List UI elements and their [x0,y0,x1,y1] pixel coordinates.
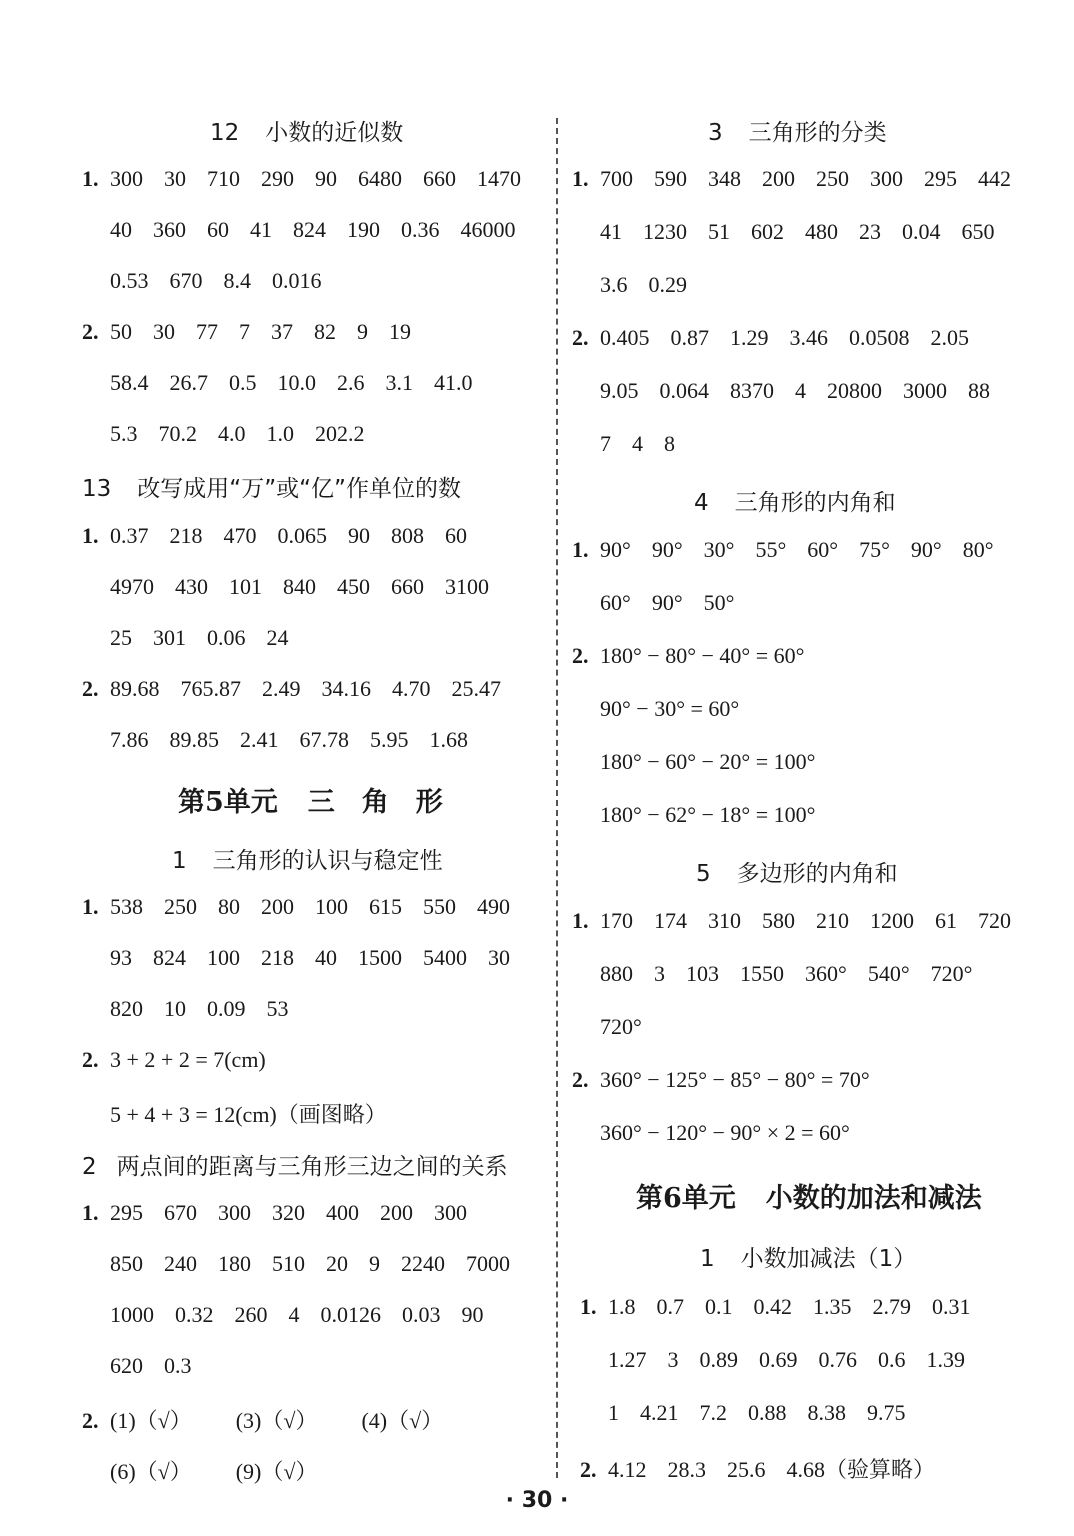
answer-value: 7000 [466,1251,510,1276]
answer-value: 180 [218,1251,251,1276]
answer-value: 200 [261,894,294,919]
answer-value: 41 [600,219,622,244]
answer-value: 0.53 [110,268,149,293]
answer-value: 90° [600,537,631,562]
answer-value: 1500 [358,945,402,970]
answer-value: 4.0 [218,421,246,446]
answer-value: 3.46 [789,325,828,350]
answer-value: 250 [164,894,197,919]
answer-value: 0.7 [656,1294,684,1319]
answer-value: 0.04 [902,219,941,244]
question-number: 1. [572,537,589,562]
answer-value: 4.70 [392,676,431,701]
section-heading: 3 三角形的分类 [708,120,887,146]
answer-line [572,431,696,457]
answer-line [572,908,1032,934]
answer-value: 28.3 [667,1457,706,1482]
answer-line [572,166,1032,192]
answer-value: 24 [266,625,289,650]
answer-line: 2. 180° − 80° − 40° = 60° [572,643,805,668]
answer-value: 8 [664,431,675,456]
answer-line [82,1251,531,1277]
answer-value: 538 [110,894,143,919]
answer-value: 0.06 [207,625,246,650]
answer-value: 0.88 [748,1400,787,1425]
answer-value: 26.7 [169,370,208,395]
answer-value: 3 [667,1347,679,1372]
answer-value: 50 [110,319,132,344]
section-heading: 1 三角形的认识与稳定性 [172,848,443,874]
answer-line [82,574,510,600]
answer-value: 0.064 [659,378,709,403]
answer-value: 880 [600,961,633,986]
answer-value: 660 [423,166,456,191]
answer-value: 4.68（验算略） [786,1457,936,1482]
answer-value: 25.47 [451,676,501,701]
answer-value: 0.29 [648,272,687,297]
answer-value: 240 [164,1251,197,1276]
answer-value: 580 [762,908,795,933]
answer-value: 25 [110,625,132,650]
answer-value: 1200 [870,908,914,933]
answer-value: 70.2 [158,421,197,446]
answer-value: 720 [978,908,1011,933]
answer-value: 40 [315,945,337,970]
answer-value: 5400 [423,945,467,970]
answer-line [82,166,542,192]
answer-value: 620 [110,1353,143,1378]
answer-value: 8.38 [807,1400,846,1425]
answer-value: 9 [369,1251,380,1276]
answer-value: 30° [703,537,735,562]
answer-value: 0.09 [207,996,246,1021]
answer-value: (6)（√） [110,1459,192,1484]
answer-value: 295 [924,166,957,191]
answer-value: 3.1 [385,370,413,395]
answer-value: 7.2 [699,1400,727,1425]
answer-value: 50° [703,590,735,615]
question-number: 1. [82,1200,99,1225]
answer-value: 20 [326,1251,348,1276]
answer-value: 0.405 [600,325,650,350]
section-heading: 13 改写成用“万”或“亿”作单位的数 [82,476,461,502]
answer-value: 2240 [401,1251,445,1276]
answer-value: 46000 [460,217,516,242]
answer-value: (9)（√） [235,1459,318,1484]
answer-line [572,961,993,987]
answer-value: 450 [337,574,370,599]
answer-value: 310 [708,908,741,933]
answer-line [82,421,386,447]
answer-value: 6480 [358,166,402,191]
answer-value: 60 [445,523,467,548]
answer-value: 430 [175,574,208,599]
answer-value: 5.95 [370,727,409,752]
unit-heading: 第6单元 小数的加法和减法 [636,1183,982,1214]
answer-value: 174 [654,908,687,933]
answer-value: 80° [962,537,994,562]
answer-value: 2.6 [337,370,365,395]
answer-value: 0.87 [670,325,709,350]
answer-value: 650 [961,219,995,244]
answer-line: 2. 360° − 125° − 85° − 80° = 70° [572,1067,870,1092]
section-heading: 12 小数的近似数 [210,120,404,146]
answer-value: 200 [762,166,795,191]
answer-value: 103 [686,961,719,986]
answer-value: 67.78 [299,727,349,752]
answer-value: 0.0508 [849,325,910,350]
answer-value: 90 [348,523,370,548]
answer-value: 0.32 [175,1302,214,1327]
answer-value: 7.86 [110,727,149,752]
question-number: 1. [82,523,99,548]
answer-value: 90° [651,537,683,562]
answer-value: 820 [110,996,143,1021]
answer-value: 25.6 [727,1457,766,1482]
answer-value: 5.3 [110,421,138,446]
answer-value: 30 [164,166,186,191]
answer-value: 90 [315,166,337,191]
answer-line [82,217,537,243]
answer-value: 218 [261,945,294,970]
answer-value: 7 [239,319,250,344]
answer-value: 30 [153,319,175,344]
answer-line [82,625,310,651]
answer-value: 80 [218,894,240,919]
question-number: 1. [580,1294,597,1319]
answer-value: 0.065 [277,523,327,548]
answer-value: 90 [461,1302,484,1327]
answer-value: (3)（√） [235,1408,318,1433]
answer-value: 41 [250,217,272,242]
answer-line [82,1455,361,1486]
answer-value: 720° [930,961,973,986]
answer-line: 90° − 30° = 60° [600,696,740,721]
answer-value: 1.0 [266,421,294,446]
answer-value: (1)（√） [110,1408,192,1433]
section-heading: 4 三角形的内角和 [694,490,896,516]
answer-value: 202.2 [315,421,365,446]
section-heading: 1 小数加减法（1） [700,1246,917,1272]
answer-line [82,727,489,753]
answer-value: 0.31 [932,1294,971,1319]
answer-value: 301 [153,625,186,650]
answer-value: 0.36 [401,217,440,242]
answer-value: 0.016 [272,268,322,293]
answer-value: (4)（√） [361,1408,444,1433]
answer-value: 1470 [477,166,521,191]
answer-line [580,1400,927,1426]
answer-value: 93 [110,945,132,970]
answer-value: 3100 [445,574,489,599]
answer-value: 89.68 [110,676,160,701]
answer-line [82,676,522,702]
answer-value: 77 [196,319,218,344]
answer-value: 20800 [827,378,882,403]
answer-value: 0.3 [164,1353,192,1378]
answer-value: 55° [755,537,787,562]
page-number: · 30 · [505,1488,569,1513]
answer-value: 19 [389,319,411,344]
answer-value: 360 [153,217,186,242]
answer-value: 3000 [903,378,947,403]
answer-value: 1.68 [429,727,468,752]
answer-value: 0.89 [699,1347,738,1372]
answer-value: 0.6 [878,1347,906,1372]
answer-value: 89.85 [169,727,219,752]
answer-value: 7 [600,431,611,456]
answer-value: 0.37 [110,523,149,548]
answer-value: 840 [283,574,316,599]
answer-line [572,1014,663,1040]
answer-value: 850 [110,1251,143,1276]
question-number: 1. [82,166,99,191]
answer-value: 442 [978,166,1011,191]
answer-line [572,272,708,298]
answer-value: 295 [110,1200,143,1225]
answer-line [82,319,432,345]
answer-value: 88 [968,378,990,403]
answer-line [580,1347,986,1373]
answer-value: 100 [207,945,240,970]
answer-value: 2.49 [262,676,301,701]
answer-value: 60° [600,590,631,615]
answer-value: 400 [326,1200,359,1225]
answer-value: 0.03 [402,1302,441,1327]
answer-value: 540° [867,961,910,986]
answer-line [82,1353,213,1379]
answer-value: 590 [654,166,687,191]
answer-value: 1 [608,1400,619,1425]
question-number: 2. [82,1408,99,1433]
answer-value: 824 [153,945,186,970]
answer-value: 260 [234,1302,268,1327]
answer-value: 510 [272,1251,305,1276]
answer-value: 4 [795,378,806,403]
answer-value: 2.05 [930,325,969,350]
answer-value: 0.69 [759,1347,798,1372]
answer-value: 300 [870,166,903,191]
answer-value: 8370 [730,378,774,403]
answer-value: 765.87 [180,676,241,701]
answer-value: 670 [164,1200,197,1225]
answer-value: 9 [357,319,368,344]
answer-value: 615 [369,894,402,919]
answer-line [82,1302,505,1328]
answer-value: 61 [935,908,957,933]
question-number: 2. [82,676,99,701]
question-number: 1. [572,166,589,191]
answer-value: 300 [434,1200,467,1225]
answer-value: 3 [654,961,665,986]
answer-value: 218 [169,523,203,548]
answer-value: 41.0 [434,370,473,395]
answer-value: 1550 [740,961,784,986]
answer-value: 1.29 [730,325,769,350]
question-number: 2. [572,325,589,350]
answer-value: 9.75 [867,1400,906,1425]
answer-value: 90° [910,537,942,562]
answer-value: 1.27 [608,1347,647,1372]
answer-value: 4 [632,431,643,456]
answer-value: 2.79 [872,1294,911,1319]
unit-heading: 第5单元 三 角 形 [178,787,443,818]
answer-value: 9.05 [600,378,639,403]
answer-value: 710 [207,166,240,191]
answer-line: 180° − 62° − 18° = 100° [600,802,816,827]
answer-value: 23 [859,219,881,244]
answer-value: 290 [261,166,294,191]
answer-value: 2.41 [240,727,279,752]
answer-value: 4.21 [640,1400,679,1425]
answer-line [572,325,990,351]
answer-value: 34.16 [321,676,371,701]
answer-value: 4 [288,1302,300,1327]
answer-line: 5 + 4 + 3 = 12(cm)（画图略） [110,1102,387,1127]
answer-value: 4970 [110,574,154,599]
answer-line [572,537,1015,563]
answer-line [82,1200,488,1226]
answer-line [82,894,531,920]
answer-line: 180° − 60° − 20° = 100° [600,749,816,774]
answer-value: 700 [600,166,633,191]
answer-value: 200 [380,1200,413,1225]
answer-line [572,590,755,616]
answer-value: 60° [807,537,839,562]
answer-line [82,268,343,294]
answer-value: 60 [207,217,229,242]
question-number: 2. [580,1457,597,1482]
answer-value: 10.0 [277,370,316,395]
answer-value: 100 [315,894,348,919]
answer-value: 0.76 [818,1347,857,1372]
column-divider [556,118,558,1478]
question-number: 1. [572,908,589,933]
answer-value: 808 [391,523,424,548]
answer-value: 90° [651,590,683,615]
answer-value: 480 [805,219,838,244]
section-heading: 5 多边形的内角和 [696,861,898,887]
answer-value: 75° [859,537,890,562]
answer-value: 8.4 [223,268,251,293]
answer-value: 4.12 [608,1457,647,1482]
answer-value: 1.8 [608,1294,636,1319]
answer-line: 360° − 120° − 90° × 2 = 60° [600,1120,850,1145]
answer-line [572,378,1011,404]
answer-value: 1230 [643,219,687,244]
answer-value: 30 [488,945,510,970]
answer-value: 1.39 [926,1347,965,1372]
answer-value: 40 [110,217,132,242]
answer-value: 51 [708,219,730,244]
section-heading: 2 两点间的距离与三角形三边之间的关系 [82,1154,508,1180]
answer-value: 82 [314,319,336,344]
answer-value: 300 [218,1200,251,1225]
question-number: 1. [82,894,99,919]
answer-value: 10 [164,996,186,1021]
answer-line [82,523,488,549]
answer-value: 720° [600,1014,642,1039]
answer-line [82,945,531,971]
answer-line [580,1294,992,1320]
answer-line [82,996,310,1022]
question-number: 2. [82,319,99,344]
answer-value: 550 [423,894,456,919]
answer-value: 670 [169,268,203,293]
answer-value: 602 [751,219,784,244]
answer-line [82,370,494,396]
answer-value: 58.4 [110,370,149,395]
answer-value: 360° [805,961,847,986]
answer-line [580,1453,956,1484]
answer-value: 470 [223,523,257,548]
answer-value: 0.42 [753,1294,792,1319]
answer-value: 1.35 [813,1294,852,1319]
answer-value: 300 [110,166,143,191]
answer-line [82,1404,487,1435]
answer-value: 348 [708,166,741,191]
answer-value: 490 [477,894,510,919]
answer-value: 101 [229,574,262,599]
answer-value: 0.5 [229,370,257,395]
answer-value: 660 [391,574,424,599]
answer-line [572,219,1016,245]
answer-value: 37 [271,319,293,344]
answer-value: 250 [816,166,849,191]
answer-value: 53 [266,996,289,1021]
answer-value: 320 [272,1200,305,1225]
answer-value: 210 [816,908,849,933]
answer-value: 0.1 [705,1294,733,1319]
answer-value: 3.6 [600,272,628,297]
answer-value: 0.0126 [320,1302,381,1327]
answer-value: 824 [293,217,326,242]
answer-line: 2. 3 + 2 + 2 = 7(cm) [82,1047,266,1072]
answer-value: 1000 [110,1302,154,1327]
answer-value: 170 [600,908,633,933]
answer-value: 190 [347,217,380,242]
